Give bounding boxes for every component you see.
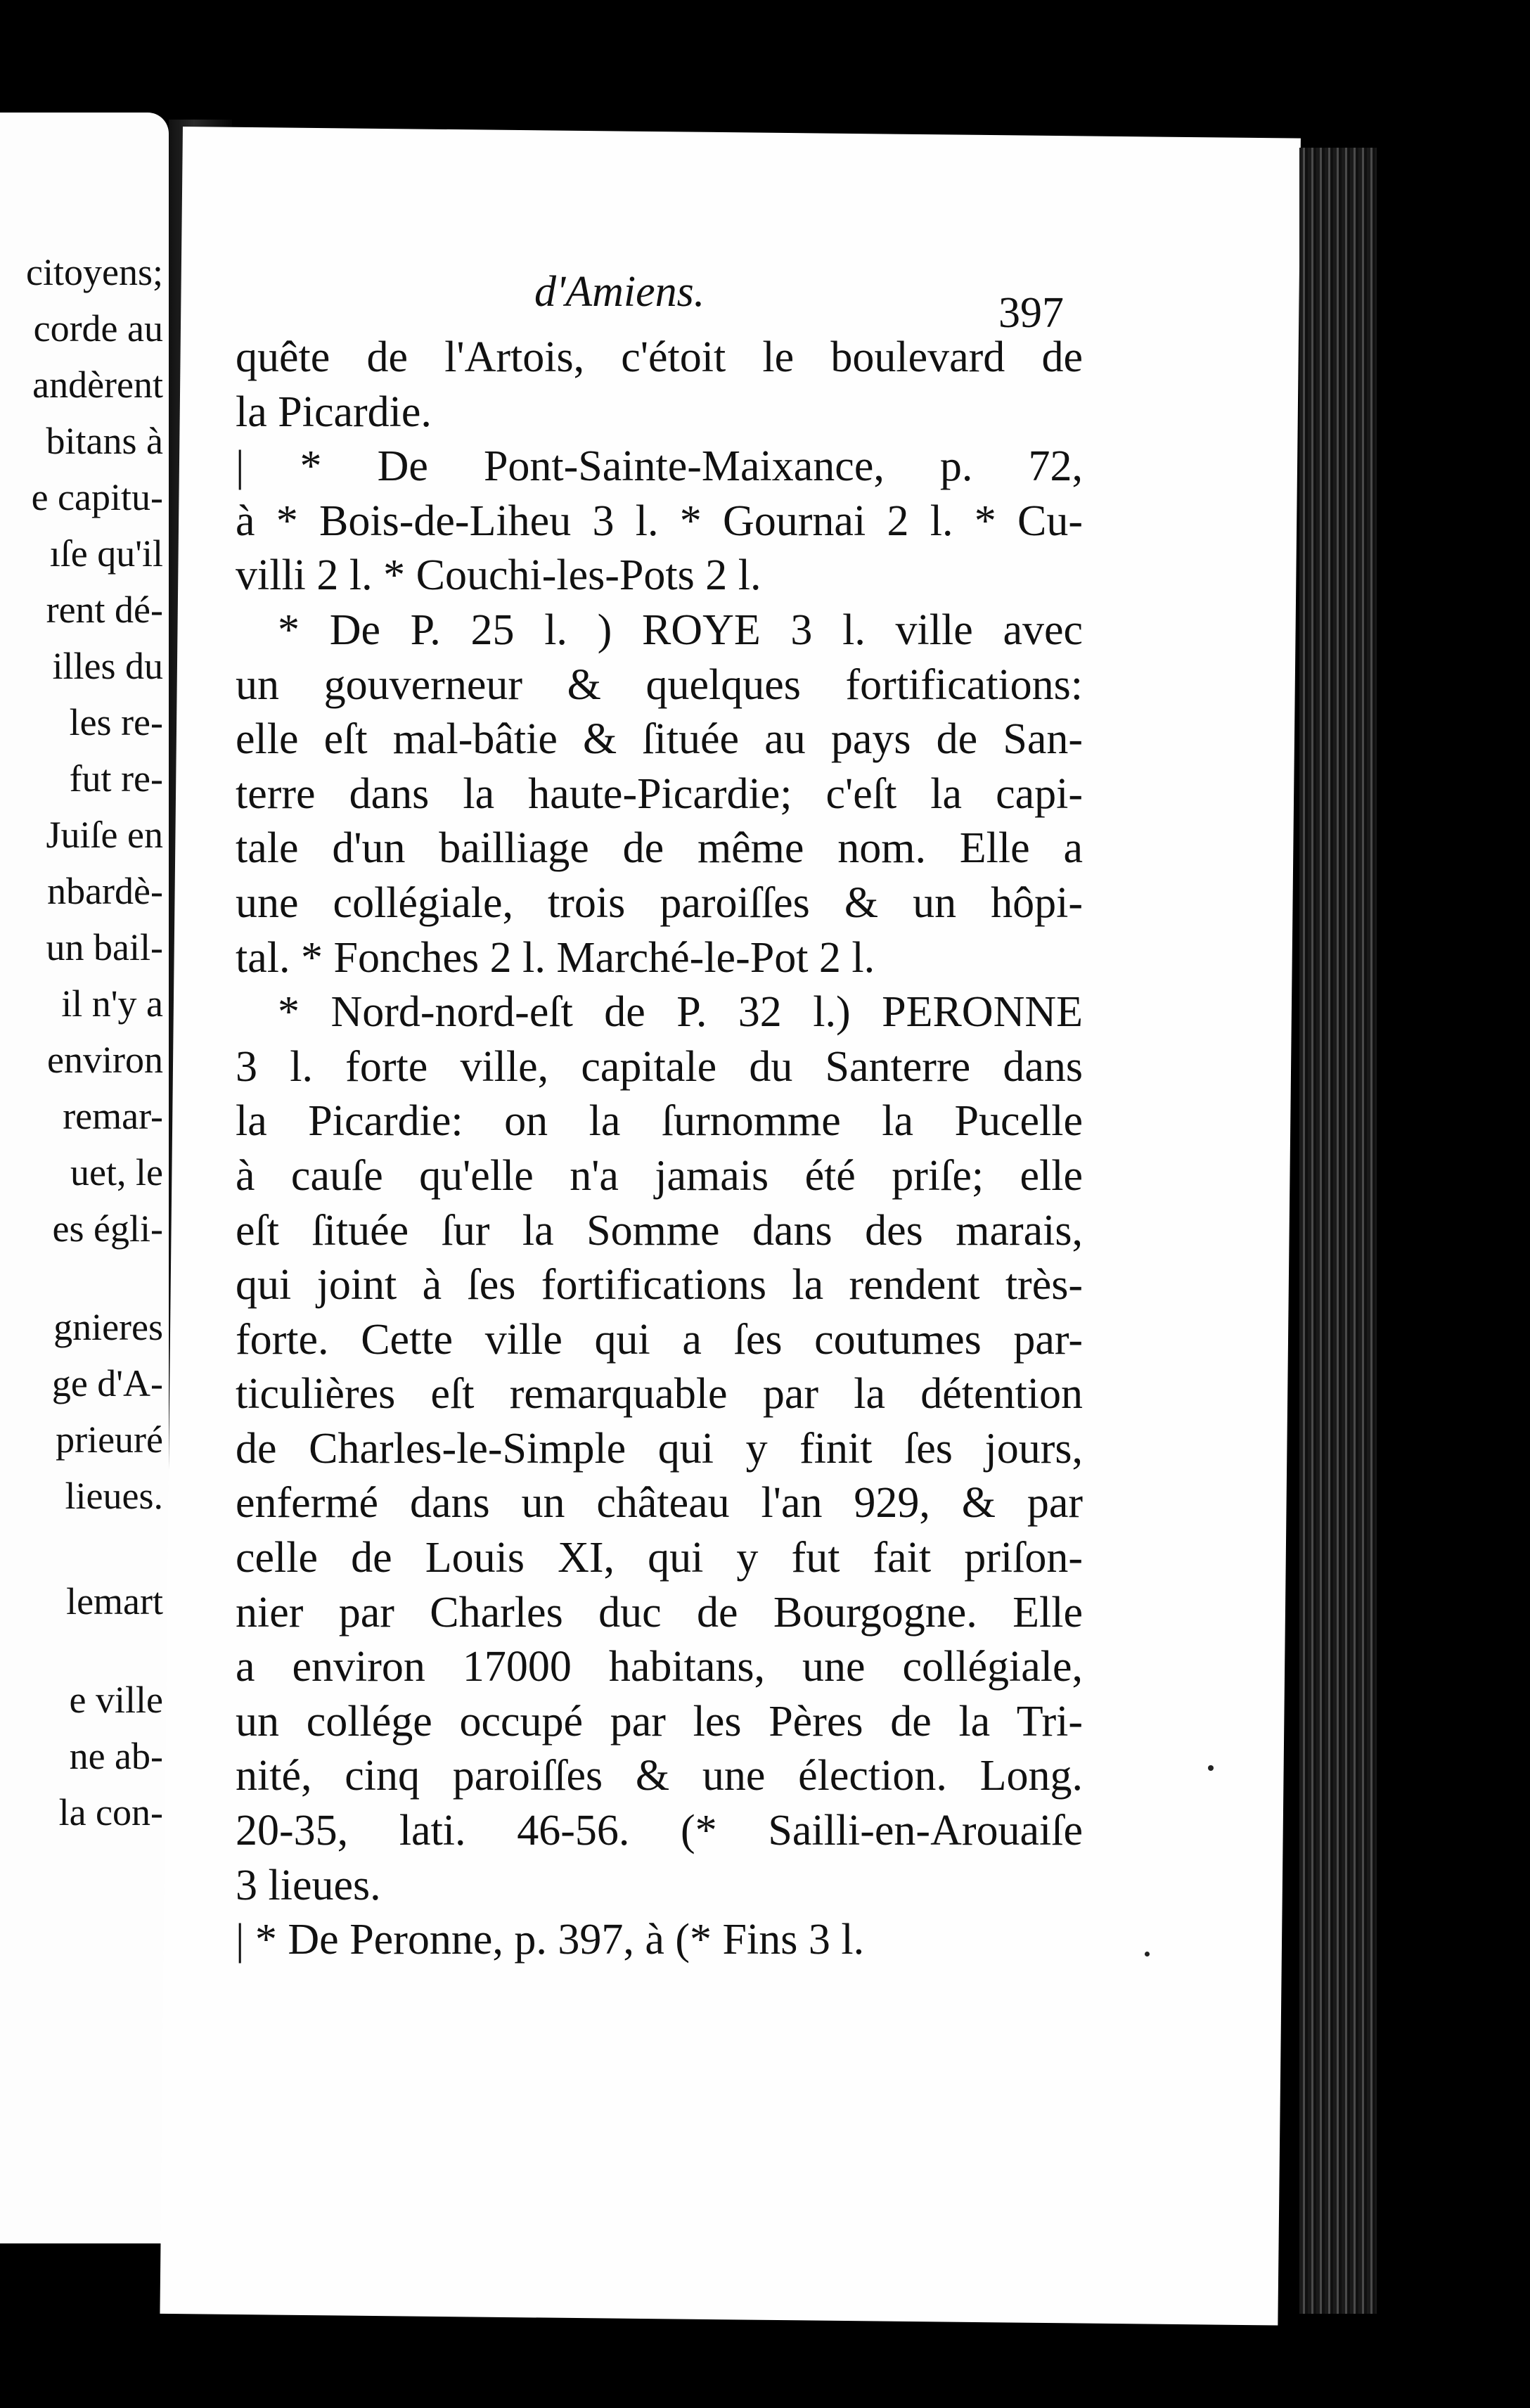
dust-speck [1208,1765,1214,1771]
left-page-line: rent dé- [46,589,163,631]
text-line: a environ 17000 habitans, une collégiale, [236,1643,1083,1691]
left-page-line: remar- [63,1095,163,1137]
page-number: 397 [998,289,1064,337]
left-page-line: e capitu- [31,476,163,518]
text-line: 3 lieues. [236,1861,381,1909]
left-page-line: un bail- [46,926,163,968]
left-page-line: illes du [52,645,163,687]
left-page-line: il n'y a [61,982,163,1025]
left-facing-page [0,113,169,2243]
left-page-line: lemart [66,1580,163,1622]
left-page-line: gnieres [53,1306,163,1348]
left-page-line: ge d'A- [51,1362,163,1404]
text-line: la Picardie: on la ſurnomme la Pucelle [236,1097,1083,1146]
text-line: ticulières eſt remarquable par la détention [236,1370,1083,1418]
left-page-line: e ville [69,1679,163,1721]
left-page-line: ıſe qu'il [49,532,163,575]
text-line: à * Bois-de-Liheu 3 l. * Gournai 2 l. * Cu- [236,497,1083,545]
text-line: tale d'un bailliage de même nom. Elle a [236,824,1083,873]
left-page-line: ne ab- [69,1735,163,1777]
text-line: enfermé dans un château l'an 929, & par [236,1479,1083,1528]
text-line: villi 2 l. * Couchi-les-Pots 2 l. [236,551,761,600]
text-line: quête de l'Artois, c'étoit le boulevard de [236,333,1083,381]
left-page-line: uet, le [70,1151,163,1193]
left-page-line: citoyens; [26,251,163,293]
text-line: un collége occupé par les Pères de la Tri- [236,1697,1083,1746]
page-edges [1299,148,1377,2314]
text-line: 20-35, lati. 46-56. (* Sailli-en-Arouaiſe [236,1807,1083,1855]
text-line: * De P. 25 l. ) ROYE 3 l. ville avec [278,606,1083,654]
text-line: elle eſt mal-bâtie & ſituée au pays de San- [236,715,1083,764]
left-page-line: lieues. [65,1475,163,1517]
text-line: à cauſe qu'elle n'a jamais été priſe; elle [236,1151,1083,1200]
text-line: la Picardie. [236,388,432,436]
left-page-line: corde au [33,307,163,350]
left-page-line: la con- [58,1791,163,1833]
left-page-line: es égli- [52,1208,163,1250]
text-line: une collégiale, trois paroiſſes & un hôpi- [236,878,1083,927]
left-page-line: les re- [69,701,163,743]
text-line: qui joint à ſes fortifications la rendent très- [236,1261,1083,1309]
text-line: tal. * Fonches 2 l. Marché-le-Pot 2 l. [236,933,875,982]
left-page-line: fut re- [69,757,163,800]
text-line: | * De Peronne, p. 397, à (* Fins 3 l. [236,1916,865,1964]
text-line: de Charles-le-Simple qui y finit ſes jours, [236,1424,1083,1473]
text-line: un gouverneur & quelques fortifications: [236,660,1083,709]
left-page-line: bitans à [46,420,163,462]
left-page-line: environ [47,1039,163,1081]
left-page-line: prieuré [56,1418,163,1461]
text-line: eſt ſituée ſur la Somme dans des marais, [236,1206,1083,1255]
text-line: * Nord-nord-eſt de P. 32 l.) PERONNE [278,988,1083,1037]
running-head: d'Amiens. [534,268,705,316]
text-line: 3 l. forte ville, capitale du Santerre dans [236,1042,1083,1091]
text-line: nité, cinq paroiſſes & une élection. Long. [236,1752,1083,1800]
dust-speck [1145,1952,1150,1956]
text-line: nier par Charles duc de Bourgogne. Elle [236,1588,1083,1637]
text-line: forte. Cette ville qui a ſes coutumes par- [236,1315,1083,1364]
text-line: | * De Pont-Sainte-Maixance, p. 72, [236,442,1083,491]
left-page-line: nbardè- [47,870,163,912]
left-page-line: andèrent [32,364,163,406]
left-page-line: Juiſe en [46,814,163,856]
text-line: celle de Louis XI, qui y fut fait priſon- [236,1534,1083,1582]
text-line: terre dans la haute-Picardie; c'eſt la capi- [236,769,1083,818]
body-text [236,331,1083,1968]
